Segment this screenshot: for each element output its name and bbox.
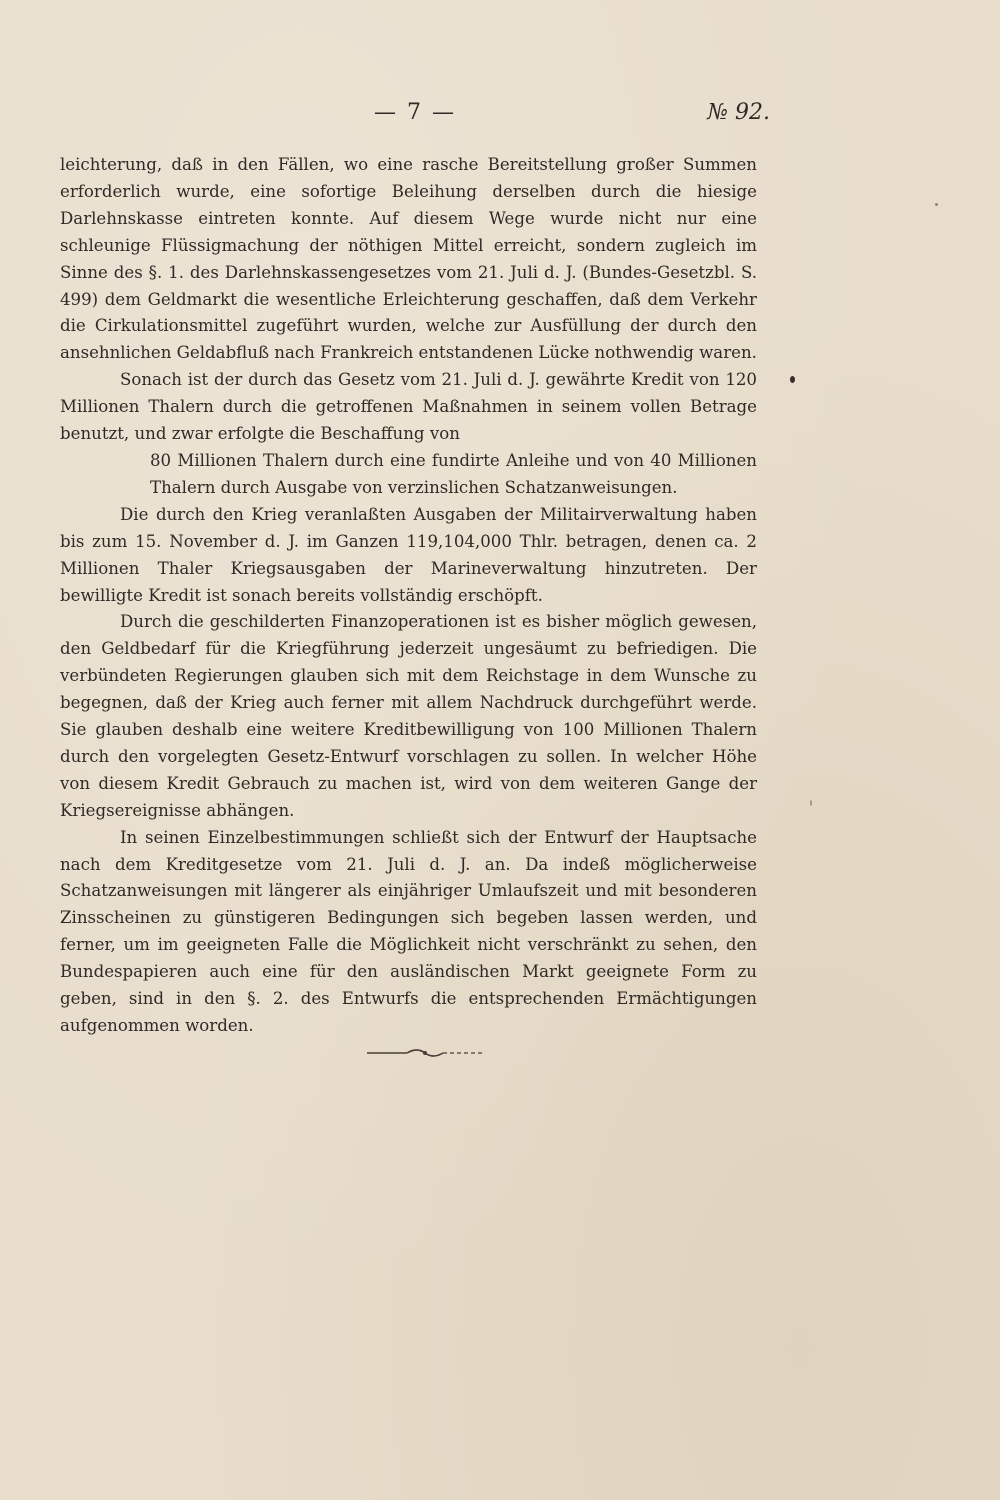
paragraph: Die durch den Krieg veranlaßten Ausgaben der Militairverwaltung haben bis zum 15. November d. J. im Ganzen 119,104,000 Thlr. betragen, denen ca. 2 Millionen Thaler Kriegsausgaben der Marineverwaltung hinzutreten. Der bewilligte Kredit ist sonach bereits vollständig erschöpft.	[60, 504, 757, 605]
ornamental-divider	[365, 1046, 485, 1060]
ink-speck	[790, 376, 795, 383]
paragraph: In seinen Einzelbestimmungen schließt sich der Entwurf der Hauptsache nach dem Kreditgesetze vom 21. Juli d. J. an. Da indeß möglicherweise Schatzanweisungen mit längerer als einjähriger Umlaufszeit und mit besonderen Zinsscheinen zu günstigeren Bedingungen sich begeben lassen werden, und ferner, um im geeigneten Falle die Möglichkeit nicht verschränkt zu sehen, den Bundespapieren auch eine für den ausländischen Markt geeignete Form zu geben, sind in den §. 2. des Entwurfs die entsprechenden Ermächtigungen aufgenommen worden.	[60, 827, 757, 1035]
page-header	[0, 100, 1000, 136]
indented-paragraph: 80 Millionen Thalern durch eine fundirte Anleihe und von 40 Millionen Thalern durch Ausgabe von verzinslichen Schatzanweisungen.	[150, 450, 757, 497]
ink-speck	[810, 800, 812, 806]
paragraph: Durch die geschilderten Finanzoperationen ist es bisher möglich gewesen, den Geldbedarf für die Kriegführung jederzeit ungesäumt zu befriedigen. Die verbündeten Regierungen glauben sich mit dem Reichstage in dem Wunsche zu begegnen, daß der Krieg auch ferner mit allem Nachdruck durchgeführt werde. Sie glauben deshalb eine weitere Kreditbewilligung von 100 Millionen Thalern durch den vorgelegten Gesetz-Entwurf vorschlagen zu sollen. In welcher Höhe von diesem Kredit Gebrauch zu machen ist, wird von dem weiteren Gange der Kriegsereignisse abhängen.	[60, 612, 757, 820]
body-text	[60, 152, 757, 1040]
page-number: — 7 —	[374, 100, 456, 125]
document-number: № 92.	[707, 100, 770, 125]
paragraph: Sonach ist der durch das Gesetz vom 21. Juli d. J. gewährte Kredit von 120 Millionen Thalern durch die getroffenen Maßnahmen in seinem vollen Betrage benutzt, und zwar erfolgte die Beschaffung von	[60, 370, 757, 444]
ink-speck	[935, 203, 938, 206]
paragraph: leichterung, daß in den Fällen, wo eine rasche Bereitstellung großer Summen erforderlich wurde, eine sofortige Beleihung derselben durch die hiesige Darlehnskasse eintreten konnte. Auf diesem Wege wurde nicht nur eine schleunige Flüssigmachung der nöthigen Mittel erreicht, sondern zugleich im Sinne des §. 1. des Darlehnskassengesetzes vom 21. Juli d. J. (Bundes-Gesetzbl. S. 499) dem Geldmarkt die wesentliche Erleichterung geschaffen, daß dem Verkehr die Cirkulationsmittel zugeführt wurden, welche zur Ausfüllung der durch den ansehnlichen Geldabfluß nach Frankreich entstandenen Lücke nothwendig waren.	[60, 155, 757, 363]
